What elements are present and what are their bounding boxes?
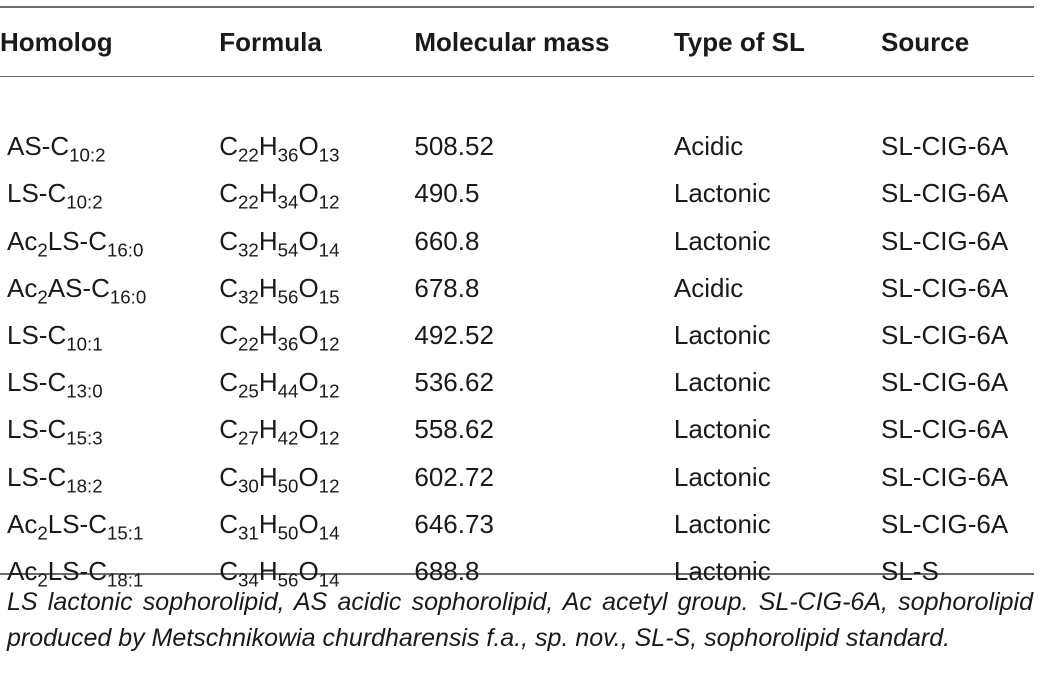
element-count: 36 — [277, 144, 299, 166]
chain-notation: 18:1 — [107, 569, 144, 591]
source-cell: SL-S — [881, 555, 939, 586]
chain-notation: 15:3 — [66, 427, 103, 449]
element-symbol: H — [258, 225, 278, 256]
element-symbol: C — [219, 414, 239, 445]
element-count: 36 — [277, 333, 299, 355]
source-cell: SL-CIG-6A — [881, 178, 1009, 209]
chain-notation: 16:0 — [109, 286, 147, 308]
homolog-name: AS-C — [47, 272, 110, 303]
element-count: 15 — [318, 286, 340, 308]
col-header-homolog: Homolog — [0, 26, 113, 57]
type-cell: Lactonic — [673, 461, 771, 492]
table-row — [0, 359, 1040, 406]
element-symbol: H — [258, 178, 278, 209]
mass-cell: 490.5 — [414, 178, 480, 209]
col-header-mass: Molecular mass — [414, 26, 610, 57]
chain-notation: 18:2 — [66, 475, 103, 497]
mass-cell: 492.52 — [414, 320, 494, 351]
type-cell: Lactonic — [673, 178, 771, 209]
source-cell: SL-CIG-6A — [881, 414, 1009, 445]
type-cell: Lactonic — [673, 225, 771, 256]
mass-cell: 660.8 — [414, 225, 480, 256]
type-cell: Lactonic — [673, 367, 771, 398]
element-symbol: O — [298, 461, 319, 492]
acetyl-count: 2 — [37, 522, 48, 544]
element-symbol: O — [298, 508, 319, 539]
mass-cell: 602.72 — [414, 461, 494, 492]
element-symbol: C — [219, 461, 239, 492]
homolog-cell — [0, 265, 219, 312]
spacer-row — [0, 76, 1040, 123]
element-symbol: O — [298, 131, 319, 162]
element-count: 14 — [318, 239, 340, 261]
formula-cell — [219, 454, 414, 501]
header-row — [0, 8, 1040, 76]
table-row — [0, 170, 1040, 217]
type-cell: Acidic — [673, 272, 744, 303]
chain-notation: 10:1 — [66, 333, 103, 355]
formula-cell — [219, 265, 414, 312]
element-symbol: H — [258, 414, 278, 445]
element-symbol: O — [298, 320, 319, 351]
element-symbol: H — [258, 508, 278, 539]
sophorolipid-table — [0, 8, 1040, 595]
source-cell: SL-CIG-6A — [881, 272, 1009, 303]
element-symbol: C — [219, 178, 239, 209]
col-header-type: Type of SL — [673, 26, 805, 57]
source-cell: SL-CIG-6A — [881, 131, 1009, 162]
element-count: 54 — [277, 239, 299, 261]
element-symbol: C — [219, 131, 239, 162]
element-count: 14 — [318, 569, 340, 591]
element-symbol: H — [258, 555, 278, 586]
element-symbol: O — [298, 367, 319, 398]
element-count: 12 — [318, 380, 340, 402]
homolog-name: LS-C — [47, 508, 107, 539]
type-cell: Lactonic — [673, 320, 771, 351]
element-symbol: H — [258, 272, 278, 303]
element-symbol: C — [219, 272, 239, 303]
element-count: 50 — [277, 475, 299, 497]
homolog-cell — [0, 501, 219, 548]
element-count: 56 — [277, 286, 299, 308]
element-symbol: C — [219, 555, 239, 586]
element-symbol: H — [258, 320, 278, 351]
type-cell: Lactonic — [673, 555, 771, 586]
source-cell: SL-CIG-6A — [881, 461, 1009, 492]
homolog-name: LS-C — [47, 555, 107, 586]
chain-notation: 10:2 — [66, 192, 103, 214]
chain-notation: 10:2 — [69, 144, 106, 166]
homolog-cell — [0, 123, 219, 170]
homolog-name: LS-C — [7, 178, 67, 209]
element-symbol: C — [219, 320, 239, 351]
formula-cell — [219, 406, 414, 453]
homolog-cell — [0, 406, 219, 453]
source-cell: SL-CIG-6A — [881, 320, 1009, 351]
element-count: 14 — [318, 522, 340, 544]
chain-notation: 15:1 — [107, 522, 144, 544]
element-symbol: O — [298, 555, 319, 586]
formula-cell — [219, 123, 414, 170]
col-header-source: Source — [881, 26, 970, 57]
acetyl-count: 2 — [37, 239, 48, 261]
homolog-cell — [0, 359, 219, 406]
acetyl-prefix: Ac — [7, 508, 38, 539]
element-symbol: O — [298, 225, 319, 256]
source-cell: SL-CIG-6A — [881, 367, 1009, 398]
element-count: 22 — [238, 333, 259, 355]
formula-cell — [219, 501, 414, 548]
table-row — [0, 312, 1040, 359]
element-symbol: C — [219, 508, 239, 539]
element-count: 22 — [238, 144, 259, 166]
homolog-name: LS-C — [7, 414, 67, 445]
homolog-name: AS-C — [7, 131, 70, 162]
chain-notation: 16:0 — [107, 239, 144, 261]
element-symbol: H — [258, 131, 278, 162]
element-count: 27 — [238, 427, 259, 449]
table-row — [0, 123, 1040, 170]
acetyl-prefix: Ac — [7, 555, 38, 586]
homolog-name: LS-C — [7, 367, 67, 398]
source-cell: SL-CIG-6A — [881, 225, 1009, 256]
homolog-cell — [0, 312, 219, 359]
table-row — [0, 218, 1040, 265]
homolog-name: LS-C — [47, 225, 107, 256]
formula-cell — [219, 359, 414, 406]
mass-cell: 688.8 — [414, 555, 480, 586]
table-row — [0, 454, 1040, 501]
homolog-cell — [0, 454, 219, 501]
element-symbol: C — [219, 367, 239, 398]
mass-cell: 508.52 — [414, 131, 494, 162]
table-row — [0, 265, 1040, 312]
formula-cell — [219, 170, 414, 217]
mass-cell: 558.62 — [414, 414, 494, 445]
element-count: 25 — [238, 380, 259, 402]
element-count: 31 — [238, 522, 259, 544]
element-symbol: H — [258, 461, 278, 492]
element-count: 32 — [238, 286, 259, 308]
table-row — [0, 501, 1040, 548]
element-count: 50 — [277, 522, 299, 544]
mass-cell: 536.62 — [414, 367, 494, 398]
acetyl-count: 2 — [37, 286, 48, 308]
element-count: 12 — [318, 427, 340, 449]
formula-cell — [219, 312, 414, 359]
type-cell: Lactonic — [673, 414, 771, 445]
homolog-cell — [0, 170, 219, 217]
acetyl-prefix: Ac — [7, 225, 38, 256]
element-symbol: O — [298, 178, 319, 209]
mass-cell: 646.73 — [414, 508, 494, 539]
element-count: 34 — [238, 569, 259, 591]
type-cell: Lactonic — [673, 508, 771, 539]
homolog-name: LS-C — [7, 461, 67, 492]
element-count: 34 — [277, 192, 299, 214]
type-cell: Acidic — [673, 131, 744, 162]
table-footnote: LS lactonic sophorolipid, AS acidic sophorolipid, Ac acetyl group. SL-CIG-6A, sophorolipid produced by Metschnikowia churdharensis f.a., sp. nov., SL-S, sophorolipid standard. — [7, 588, 1033, 652]
acetyl-count: 2 — [37, 569, 48, 591]
col-header-formula: Formula — [219, 26, 322, 57]
element-symbol: C — [219, 225, 239, 256]
acetyl-prefix: Ac — [7, 272, 38, 303]
element-count: 13 — [318, 144, 340, 166]
element-count: 32 — [238, 239, 259, 261]
element-symbol: H — [258, 367, 278, 398]
source-cell: SL-CIG-6A — [881, 508, 1009, 539]
formula-cell — [219, 218, 414, 265]
homolog-name: LS-C — [7, 320, 67, 351]
element-count: 12 — [318, 192, 340, 214]
element-count: 56 — [277, 569, 299, 591]
chain-notation: 13:0 — [66, 380, 103, 402]
element-symbol: O — [298, 272, 319, 303]
table-body — [0, 76, 1040, 595]
table-row — [0, 406, 1040, 453]
mass-cell: 678.8 — [414, 272, 480, 303]
element-count: 22 — [238, 192, 259, 214]
element-count: 30 — [238, 475, 259, 497]
element-count: 12 — [318, 333, 340, 355]
element-symbol: O — [298, 414, 319, 445]
element-count: 12 — [318, 475, 340, 497]
homolog-cell — [0, 218, 219, 265]
element-count: 42 — [277, 427, 299, 449]
element-count: 44 — [277, 380, 299, 402]
